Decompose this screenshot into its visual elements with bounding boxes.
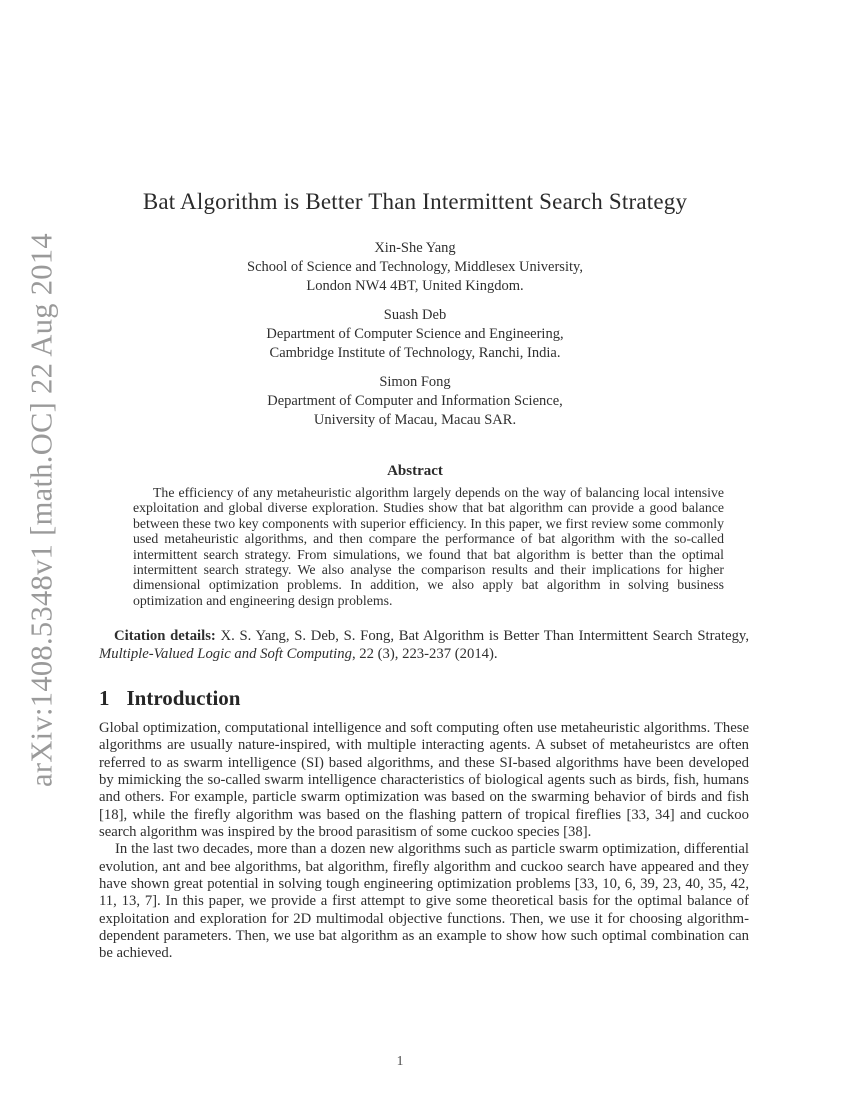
paper-title: Bat Algorithm is Better Than Intermittent Search Strategy	[142, 189, 688, 214]
citation-journal-name: Multiple-Valued Logic and Soft Computing	[99, 645, 352, 662]
author-affiliation-line: London NW4 4BT, United Kingdom.	[306, 278, 524, 294]
author-affiliation-line: University of Macau, Macau SAR.	[313, 412, 517, 428]
citation-authors-and-title: X. S. Yang, S. Deb, S. Fong, Bat Algorithm is Better Than Intermittent Search Strategy,	[215, 628, 749, 644]
abstract-text: The efficiency of any metaheuristic algorithm largely depends on the way of balancing local intensive exploitation and global diverse exploration. Studies show that bat algorithm can provide a good balance between these two key components with superior efficiency. In this paper, we first review some commonly used metaheuristic algorithms, and then compare the performance of bat algorithm with the so-called intermittent search strategy. From simulations, we found that bat algorithm is better than the optimal intermittent search strategy. We also analyse the comparison results and their implications for higher dimensional optimization problems. In addition, we also apply bat algorithm in solving business optimization and engineering design problems.	[133, 485, 724, 608]
author-block	[90, 373, 740, 430]
section-heading	[99, 686, 240, 711]
section-number: 1	[99, 686, 110, 710]
author-affiliation-line: Cambridge Institute of Technology, Ranchi, India.	[269, 345, 561, 361]
author-name: Suash Deb	[383, 307, 447, 323]
introduction-paragraph: Global optimization, computational intelligence and soft computing often use metaheuristic algorithms. These algorithms are usually nature-inspired, with multiple interacting agents. A subset of metaheuristcs are often referred to as swarm intelligence (SI) based algorithms, and these SI-based algorithms have been developed by mimicking the so-called swarm intelligence characteristics of biological agents such as birds, fish, humans and others. For example, particle swarm optimization was based on the swarming behavior of birds and fish [18], while the firefly algorithm was based on the flashing pattern of tropical fireflies [33, 34] and cuckoo search algorithm was inspired by the brood parasitism of some cuckoo species [38].	[99, 720, 749, 841]
author-name: Simon Fong	[379, 374, 451, 390]
section-title: Introduction	[126, 686, 241, 710]
author-affiliation-line: School of Science and Technology, Middlesex University,	[247, 259, 583, 275]
author-name: Xin-She Yang	[374, 240, 456, 256]
author-block	[90, 239, 740, 296]
author-affiliation-line: Department of Computer Science and Engineering,	[266, 326, 564, 342]
introduction-paragraph: In the last two decades, more than a dozen new algorithms such as particle swarm optimization, differential evolution, ant and bee algorithms, bat algorithm, firefly algorithm and cuckoo search have appeared and they have shown great potential in solving tough engineering optimization problems [33, 10, 6, 39, 23, 40, 35, 42, 11, 13, 7]. In this paper, we provide a first attempt to give some theoretical basis for the optimal balance of exploitation and exploration for 2D multimodal objective functions. Then, we use it for choosing algorithm-dependent parameters. Then, we use bat algorithm as an example to show how such optimal combination can be achieved.	[99, 841, 749, 962]
author-list	[90, 239, 740, 440]
introduction-body	[99, 720, 749, 963]
page-number: 1	[396, 1053, 404, 1068]
abstract-heading: Abstract	[387, 463, 443, 479]
author-block	[90, 306, 740, 363]
arxiv-stamp-text: arXiv:1408.5348v1 [math.OC] 22 Aug 2014	[24, 233, 59, 787]
citation-volume-pages: , 22 (3), 223-237 (2014).	[351, 645, 498, 662]
citation-paragraph	[99, 628, 749, 663]
citation-label: Citation details:	[114, 628, 216, 644]
author-affiliation-line: Department of Computer and Information Science,	[267, 393, 563, 409]
